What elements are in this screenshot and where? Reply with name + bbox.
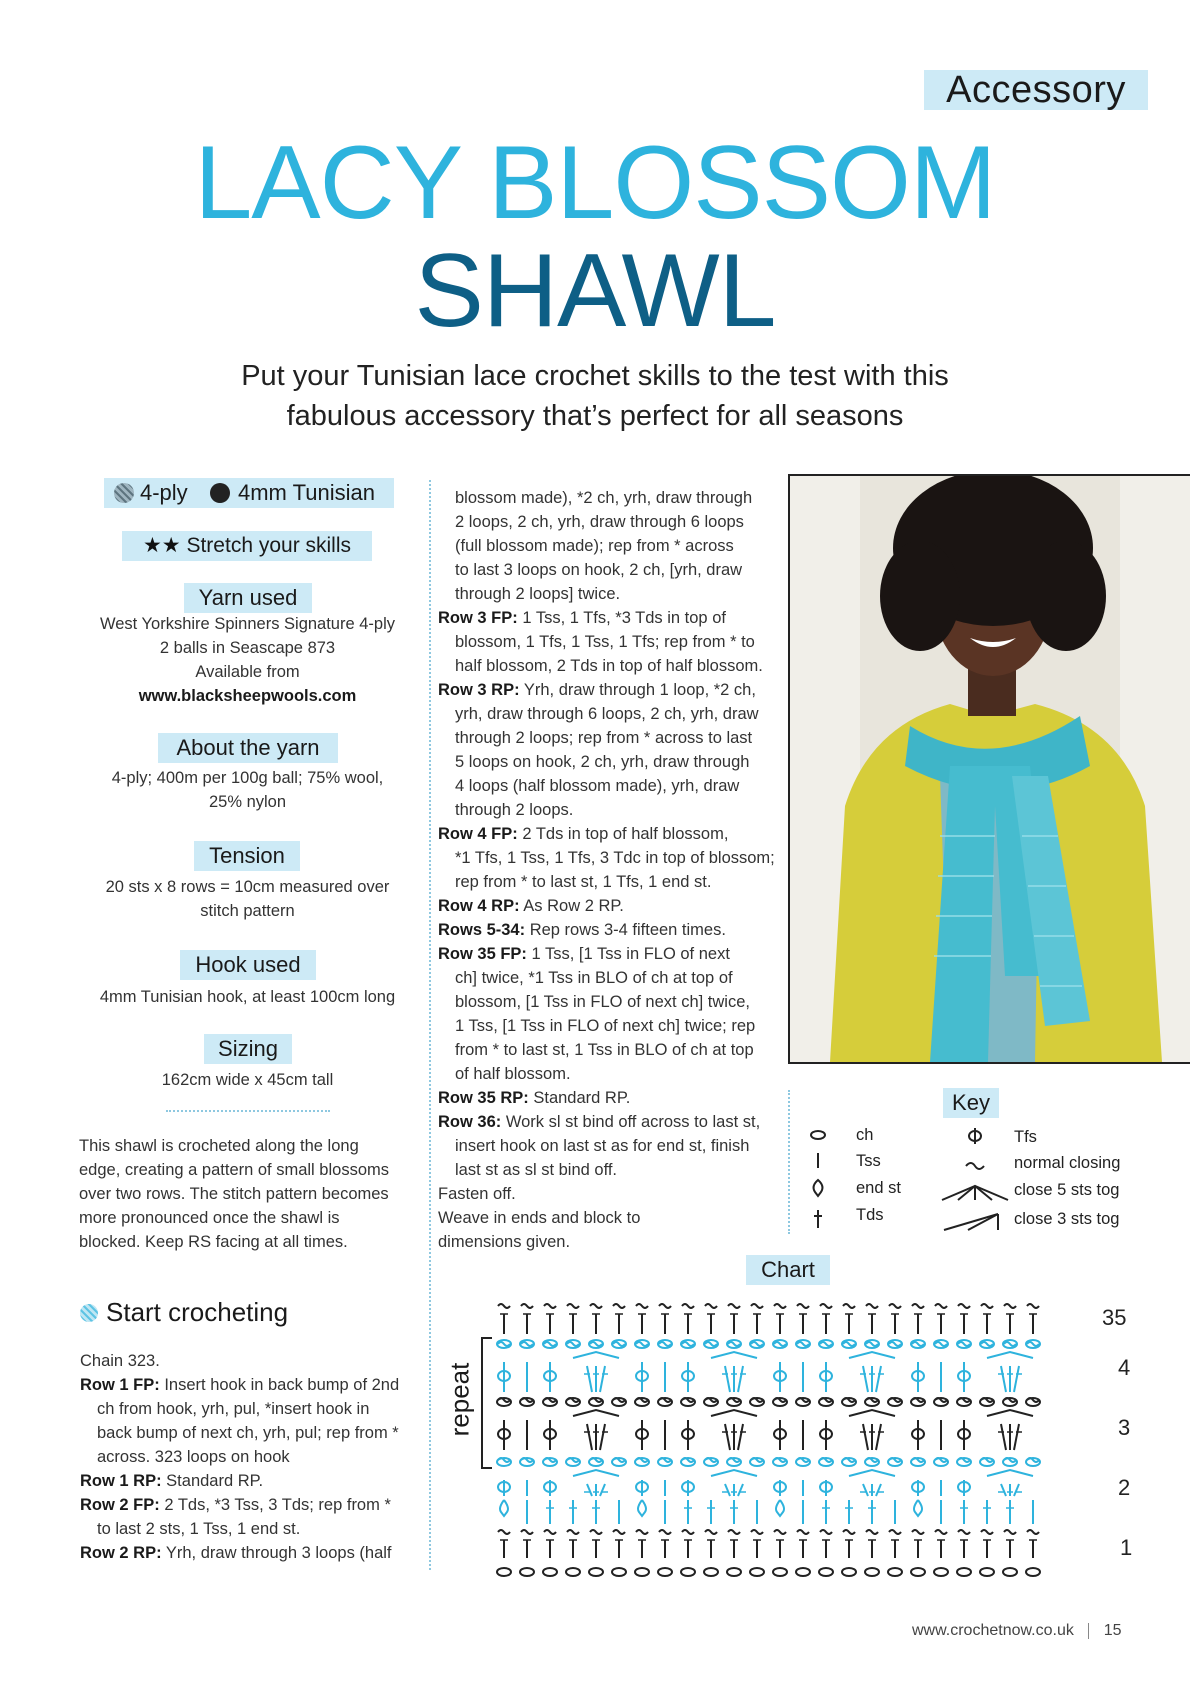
row-instruction: Standard RP. bbox=[528, 1089, 631, 1107]
sidebar-divider bbox=[166, 1110, 330, 1112]
pattern-line bbox=[438, 846, 788, 870]
pattern-line bbox=[438, 630, 788, 654]
pattern-line bbox=[438, 1062, 788, 1086]
row-instruction: through 2 loops; rep from * across to last bbox=[455, 729, 753, 747]
chart-blossom-arc bbox=[849, 1410, 895, 1416]
row-instruction: Standard RP. bbox=[161, 1472, 264, 1490]
row-label: Row 3 RP: bbox=[438, 681, 520, 699]
key-item-close-3: close 3 sts tog bbox=[1014, 1210, 1120, 1228]
chart-tds-stitch bbox=[725, 1424, 730, 1450]
subtitle bbox=[0, 356, 1190, 436]
chart-tds-stitch bbox=[1001, 1424, 1006, 1450]
chart-chain-stitch bbox=[980, 1568, 994, 1576]
row-instruction: dimensions given. bbox=[438, 1233, 571, 1251]
row-instruction: Weave in ends and block to bbox=[438, 1209, 641, 1227]
chart-chain-stitch bbox=[865, 1568, 879, 1576]
row-instruction: ch from hook, yrh, pul, *insert hook in bbox=[97, 1400, 370, 1418]
category-badge: Accessory bbox=[924, 70, 1148, 110]
chart-chain-stitch bbox=[796, 1568, 810, 1576]
pattern-line bbox=[438, 942, 788, 966]
column-divider bbox=[429, 480, 431, 1570]
model-photo-illustration bbox=[790, 476, 1190, 1062]
chart-end-stitch bbox=[638, 1500, 646, 1516]
yarn-stockist-link[interactable]: www.blacksheepwools.com bbox=[138, 687, 357, 705]
chart-blossom-arc bbox=[711, 1352, 757, 1358]
hook-size: 4mm Tunisian bbox=[238, 480, 375, 505]
pattern-line bbox=[438, 990, 788, 1014]
row-instruction: blossom, [1 Tss in FLO of next ch] twice, bbox=[455, 993, 750, 1011]
pattern-line bbox=[438, 1038, 788, 1062]
sizing-heading: Sizing bbox=[204, 1034, 292, 1064]
end-st-symbol-icon bbox=[814, 1180, 823, 1196]
pattern-line bbox=[438, 1206, 788, 1230]
chart-tds-stitch bbox=[863, 1366, 868, 1392]
intro-line: blocked. Keep RS facing at all times. bbox=[79, 1233, 348, 1251]
pattern-line bbox=[80, 1397, 420, 1421]
start-crocheting-title: Start crocheting bbox=[106, 1297, 289, 1327]
yarn-availability: Available from bbox=[195, 663, 300, 681]
pattern-line bbox=[438, 798, 788, 822]
chart-chain-stitch bbox=[589, 1568, 603, 1576]
chart-tds-stitch bbox=[587, 1424, 592, 1450]
tfs-symbol-icon bbox=[969, 1128, 981, 1144]
tension-heading: Tension bbox=[194, 841, 300, 871]
row-label: Row 35 FP: bbox=[438, 945, 527, 963]
pattern-line bbox=[438, 1230, 788, 1254]
chain-symbol-icon bbox=[811, 1131, 825, 1139]
chart-tds-stitch bbox=[1001, 1484, 1006, 1496]
chart-tds-stitch bbox=[1001, 1366, 1006, 1392]
repeat-label-text: repeat bbox=[444, 1362, 475, 1437]
chart-blossom-arc bbox=[987, 1352, 1033, 1358]
pattern-line bbox=[80, 1373, 420, 1397]
pattern-line bbox=[438, 870, 788, 894]
chart-row-label-3: 3 bbox=[1118, 1415, 1131, 1440]
row-instruction: (full blossom made); rep from * across bbox=[455, 537, 734, 555]
row-instruction: 1 Tss, [1 Tss in FLO of next bbox=[526, 945, 730, 963]
footer-url[interactable]: www.crochetnow.co.uk bbox=[912, 1622, 1074, 1639]
about-yarn-line-2: 25% nylon bbox=[208, 793, 287, 811]
row-label: Row 3 FP: bbox=[438, 609, 518, 627]
pattern-column-left bbox=[80, 1349, 420, 1565]
chart-chain-stitch bbox=[658, 1568, 672, 1576]
pattern-line bbox=[438, 774, 788, 798]
chart-chain-stitch bbox=[612, 1568, 626, 1576]
chart-chain-stitch bbox=[635, 1568, 649, 1576]
pattern-line bbox=[80, 1541, 420, 1565]
row-instruction: through 2 loops. bbox=[455, 801, 574, 819]
chart-row-label-1: 1 bbox=[1120, 1535, 1133, 1560]
row-instruction: half blossom, 2 Tds in top of half blossom. bbox=[455, 657, 763, 675]
row-instruction: 4 loops (half blossom made), yrh, draw bbox=[455, 777, 740, 795]
row-label: Row 35 RP: bbox=[438, 1089, 529, 1107]
chart-chain-stitch bbox=[773, 1568, 787, 1576]
footer-separator bbox=[1088, 1623, 1089, 1639]
model-photo bbox=[788, 474, 1190, 1064]
chart-tds-stitch bbox=[738, 1424, 743, 1450]
skill-badge bbox=[122, 531, 372, 561]
row-instruction: ch] twice, *1 Tss in BLO of ch at top of bbox=[455, 969, 733, 987]
chart-tds-stitch bbox=[863, 1484, 868, 1496]
row-label: Row 2 FP: bbox=[80, 1496, 160, 1514]
hook-used-heading: Hook used bbox=[180, 950, 316, 980]
row-instruction: through 2 loops] twice. bbox=[455, 585, 621, 603]
row-instruction: insert hook on last st as for end st, finish bbox=[455, 1137, 750, 1155]
chart-chain-stitch bbox=[681, 1568, 695, 1576]
normal-closing-symbol-icon bbox=[966, 1163, 984, 1169]
chart-tds-stitch bbox=[876, 1424, 881, 1450]
row-instruction: blossom made), *2 ch, yrh, draw through bbox=[455, 489, 753, 507]
pattern-line bbox=[438, 702, 788, 726]
yarn-amount: 2 balls in Seascape 873 bbox=[159, 639, 336, 657]
chart-blossom-arc bbox=[573, 1410, 619, 1416]
tds-symbol-icon bbox=[814, 1210, 822, 1228]
chart-tds-stitch bbox=[600, 1366, 605, 1392]
pattern-line bbox=[438, 822, 788, 846]
pattern-line bbox=[438, 510, 788, 534]
yarn-ball-icon bbox=[80, 1304, 98, 1322]
row-instruction: Yrh, draw through 1 loop, *2 ch, bbox=[519, 681, 756, 699]
chart-chain-stitch bbox=[911, 1568, 925, 1576]
pattern-line bbox=[438, 918, 788, 942]
row-label: Row 4 RP: bbox=[438, 897, 520, 915]
pattern-line bbox=[80, 1445, 420, 1469]
pattern-line bbox=[438, 1134, 788, 1158]
pattern-line bbox=[438, 1110, 788, 1134]
row-instruction: back bump of next ch, yrh, pul; rep from * bbox=[97, 1424, 399, 1442]
row-instruction: Yrh, draw through 3 loops (half bbox=[161, 1544, 392, 1562]
chart-chain-stitch bbox=[934, 1568, 948, 1576]
row-instruction: from * to last st, 1 Tss in BLO of ch at top bbox=[455, 1041, 754, 1059]
pattern-line bbox=[438, 726, 788, 750]
chart-tds-stitch bbox=[1014, 1484, 1019, 1496]
key-heading: Key bbox=[943, 1088, 999, 1118]
chart-row-label-2: 2 bbox=[1118, 1475, 1131, 1500]
row-label: Rows 5-34: bbox=[438, 921, 526, 939]
row-instruction: blossom, 1 Tfs, 1 Tss, 1 Tfs; rep from * to bbox=[455, 633, 755, 651]
tension-line-2: stitch pattern bbox=[200, 902, 295, 920]
tension-line-1: 20 sts x 8 rows = 10cm measured over bbox=[105, 878, 390, 896]
row-label: Row 36: bbox=[438, 1113, 502, 1131]
pattern-line bbox=[80, 1349, 420, 1373]
row-instruction: of half blossom. bbox=[455, 1065, 571, 1083]
intro-line: over two rows. The stitch pattern becomes bbox=[79, 1185, 389, 1203]
close-3-sts-icon bbox=[944, 1214, 998, 1230]
pattern-line bbox=[80, 1421, 420, 1445]
chart-blossom-arc bbox=[849, 1470, 895, 1476]
chart-chain-stitch bbox=[957, 1568, 971, 1576]
row-instruction: to last 2 sts, 1 Tss, 1 end st. bbox=[97, 1520, 301, 1538]
row-instruction: Insert hook in back bump of 2nd bbox=[159, 1376, 400, 1394]
key-item-ch: ch bbox=[856, 1126, 874, 1144]
pattern-line bbox=[438, 654, 788, 678]
chart-chain-stitch bbox=[888, 1568, 902, 1576]
about-yarn-line-1: 4-ply; 400m per 100g ball; 75% wool, bbox=[111, 769, 384, 787]
row-instruction: 2 loops, 2 ch, yrh, draw through 6 loops bbox=[455, 513, 744, 531]
chart-end-stitch bbox=[500, 1500, 508, 1516]
row-instruction: Work sl st bind off across to last st, bbox=[501, 1113, 761, 1131]
key-item-tss: Tss bbox=[856, 1152, 881, 1170]
chart-end-stitch bbox=[776, 1500, 784, 1516]
chart-chain-stitch bbox=[704, 1568, 718, 1576]
footer bbox=[912, 1622, 1122, 1640]
chart-chain-stitch bbox=[1026, 1568, 1040, 1576]
yarn-weight-hook-badge bbox=[104, 478, 394, 508]
row-instruction: 5 loops on hook, 2 ch, yrh, draw through bbox=[455, 753, 750, 771]
row-instruction: to last 3 loops on hook, 2 ch, [yrh, draw bbox=[455, 561, 743, 579]
chart-tds-stitch bbox=[587, 1484, 592, 1496]
chart-tds-stitch bbox=[876, 1484, 881, 1496]
chart-tds-stitch bbox=[738, 1366, 743, 1392]
chart-tds-stitch bbox=[725, 1484, 730, 1496]
pattern-line bbox=[438, 678, 788, 702]
chart-chain-stitch bbox=[819, 1568, 833, 1576]
row-instruction: 1 Tss, 1 Tfs, *3 Tds in top of bbox=[517, 609, 726, 627]
pattern-line bbox=[438, 486, 788, 510]
skill-stars: ★★ bbox=[142, 534, 181, 557]
chart-blossom-arc bbox=[987, 1470, 1033, 1476]
row-instruction: 1 Tss, [1 Tss in FLO of next ch] twice; rep bbox=[455, 1017, 756, 1035]
pattern-line bbox=[438, 1086, 788, 1110]
about-yarn-heading: About the yarn bbox=[158, 733, 338, 763]
chart-tds-stitch bbox=[600, 1424, 605, 1450]
chart-blossom-arc bbox=[711, 1410, 757, 1416]
chart-tds-stitch bbox=[725, 1366, 730, 1392]
intro-paragraph bbox=[79, 1134, 419, 1254]
yarn-used-info bbox=[70, 612, 425, 708]
pattern-line bbox=[438, 534, 788, 558]
key-right-symbols bbox=[938, 1126, 1018, 1242]
intro-line: edge, creating a pattern of small blossoms bbox=[79, 1161, 389, 1179]
chart-closing-row bbox=[498, 1304, 1039, 1308]
row-label: Row 1 RP: bbox=[80, 1472, 162, 1490]
row-label: Row 1 FP: bbox=[80, 1376, 160, 1394]
chart-tds-stitch bbox=[738, 1484, 743, 1496]
row-instruction: 2 Tds, *3 Tss, 3 Tds; rep from * bbox=[159, 1496, 391, 1514]
chart-heading: Chart bbox=[746, 1255, 830, 1285]
pattern-line bbox=[80, 1517, 420, 1541]
chart-blossom-arc bbox=[987, 1410, 1033, 1416]
subtitle-line-1: Put your Tunisian lace crochet skills to the test with this bbox=[241, 360, 949, 392]
subtitle-line-2: fabulous accessory that’s perfect for all seasons bbox=[286, 400, 904, 432]
row-instruction: last st as sl st bind off. bbox=[455, 1161, 618, 1179]
chart-blossom-arc bbox=[849, 1352, 895, 1358]
key-item-end-st: end st bbox=[856, 1179, 901, 1197]
chart-tds-stitch bbox=[600, 1484, 605, 1496]
chart-tds-stitch bbox=[1014, 1424, 1019, 1450]
row-instruction: yrh, draw through 6 loops, 2 ch, yrh, draw bbox=[455, 705, 759, 723]
chart-tds-stitch bbox=[876, 1366, 881, 1392]
sizing-line-1: 162cm wide x 45cm tall bbox=[161, 1071, 334, 1089]
chart-row-label-35: 35 bbox=[1102, 1305, 1127, 1330]
chart-row-label-4: 4 bbox=[1118, 1355, 1131, 1380]
pattern-column-right bbox=[438, 486, 788, 1254]
yarn-used-heading: Yarn used bbox=[184, 583, 312, 613]
chart-tds-stitch bbox=[863, 1424, 868, 1450]
pattern-line bbox=[438, 750, 788, 774]
key-item-close-5: close 5 sts tog bbox=[1014, 1181, 1120, 1199]
pattern-line bbox=[438, 894, 788, 918]
repeat-bracket bbox=[478, 1300, 494, 1510]
chart-chain-stitch bbox=[520, 1568, 534, 1576]
hook-icon bbox=[210, 483, 230, 503]
stitch-chart bbox=[496, 1296, 1096, 1584]
chart-closing-row bbox=[498, 1530, 1039, 1534]
chart-tds-stitch bbox=[1014, 1366, 1019, 1392]
chart-chain-stitch bbox=[543, 1568, 557, 1576]
yarn-weight: 4-ply bbox=[140, 480, 188, 505]
yarn-ball-icon bbox=[114, 483, 134, 503]
pattern-line bbox=[438, 1158, 788, 1182]
key-divider bbox=[788, 1090, 790, 1234]
row-instruction: rep from * to last st, 1 Tfs, 1 end st. bbox=[455, 873, 712, 891]
title-line-2: SHAWL bbox=[414, 233, 776, 349]
intro-line: more pronounced once the shawl is bbox=[79, 1209, 340, 1227]
yarn-name: West Yorkshire Spinners Signature 4-ply bbox=[99, 615, 396, 633]
chart-blossom-arc bbox=[573, 1470, 619, 1476]
pattern-line bbox=[438, 1014, 788, 1038]
chart-chain-stitch bbox=[727, 1568, 741, 1576]
page-number: 15 bbox=[1103, 1622, 1122, 1639]
key-item-tfs: Tfs bbox=[1014, 1128, 1037, 1146]
pattern-line bbox=[438, 966, 788, 990]
skill-level: Stretch your skills bbox=[186, 534, 352, 557]
row-instruction: Fasten off. bbox=[438, 1185, 516, 1203]
tension-info bbox=[70, 875, 425, 923]
row-instruction: Rep rows 3-4 fifteen times. bbox=[525, 921, 726, 939]
key-item-normal-closing: normal closing bbox=[1014, 1154, 1121, 1172]
pattern-line bbox=[438, 558, 788, 582]
row-instruction: across. 323 loops on hook bbox=[97, 1448, 290, 1466]
chart-chain-stitch bbox=[566, 1568, 580, 1576]
chart-blossom-arc bbox=[573, 1352, 619, 1358]
title-line-1: LACY BLOSSOM bbox=[194, 125, 996, 241]
chart-tds-stitch bbox=[587, 1366, 592, 1392]
chart-blossom-arc bbox=[711, 1470, 757, 1476]
chart-chain-stitch bbox=[750, 1568, 764, 1576]
sizing-info bbox=[70, 1068, 425, 1092]
row-instruction: 2 Tds in top of half blossom, bbox=[517, 825, 729, 843]
chart-end-stitch bbox=[914, 1500, 922, 1516]
pattern-line bbox=[438, 1182, 788, 1206]
hook-used-line-1: 4mm Tunisian hook, at least 100cm long bbox=[99, 988, 396, 1006]
chart-chain-stitch bbox=[497, 1568, 511, 1576]
key-item-tds: Tds bbox=[856, 1206, 884, 1224]
chart-chain-stitch bbox=[842, 1568, 856, 1576]
key-left-symbols bbox=[806, 1128, 830, 1240]
pattern-line bbox=[80, 1493, 420, 1517]
chart-chain-stitch bbox=[1003, 1568, 1017, 1576]
hook-used-info bbox=[70, 985, 425, 1009]
intro-line: This shawl is crocheted along the long bbox=[79, 1137, 359, 1155]
about-yarn-info bbox=[70, 766, 425, 814]
row-instruction: *1 Tfs, 1 Tss, 1 Tfs, 3 Tdc in top of blossom; bbox=[455, 849, 775, 867]
close-5-sts-icon bbox=[942, 1186, 1008, 1200]
pattern-line bbox=[438, 582, 788, 606]
row-label: Row 4 FP: bbox=[438, 825, 518, 843]
row-instruction: As Row 2 RP. bbox=[519, 897, 624, 915]
pattern-line bbox=[438, 606, 788, 630]
row-label: Row 2 RP: bbox=[80, 1544, 162, 1562]
row-instruction: Chain 323. bbox=[80, 1352, 160, 1370]
pattern-line bbox=[80, 1469, 420, 1493]
